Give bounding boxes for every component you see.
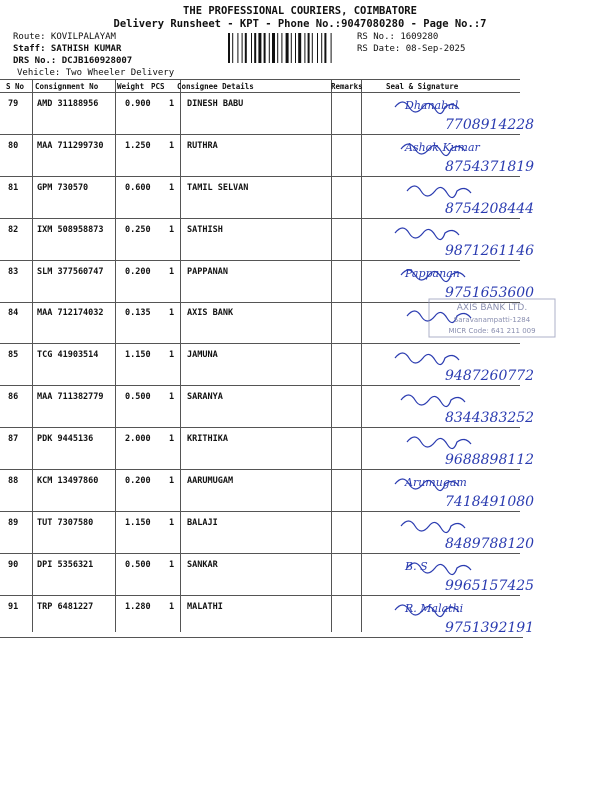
table-row — [0, 554, 600, 596]
row-weight: 0.500 — [125, 392, 151, 402]
row-weight: 0.200 — [125, 267, 151, 277]
row-weight: 0.500 — [125, 560, 151, 570]
row-consignment-no: MAA 711382779 — [37, 392, 104, 402]
signature-phone: 8489788120 — [445, 536, 535, 552]
table-row — [0, 344, 600, 386]
barcode-bar — [312, 33, 313, 63]
row-sno: 82 — [8, 225, 19, 235]
col-header-consignee: Consignee Details — [177, 82, 254, 91]
signature-phone: 9688898112 — [445, 452, 535, 468]
signature-name: Ashok Kumar — [405, 141, 480, 154]
table-row — [0, 93, 600, 135]
table-row — [0, 219, 600, 261]
row-pcs: 1 — [169, 225, 175, 235]
signature-phone: 8754208444 — [445, 201, 535, 217]
barcode-bar — [242, 33, 243, 63]
row-sno: 89 — [8, 518, 19, 528]
stamp-line-3: MICR Code: 641 211 009 — [448, 327, 536, 335]
row-pcs: 1 — [169, 434, 175, 444]
row-consignee: AXIS BANK — [187, 308, 234, 318]
barcode-bar — [286, 33, 289, 63]
row-consignee: SANKAR — [187, 560, 218, 570]
signature-phone: 9965157425 — [445, 578, 535, 594]
barcode-bar — [295, 33, 296, 63]
row-sno: 86 — [8, 392, 19, 402]
row-consignment-no: IXM 508958873 — [37, 225, 104, 235]
rs-date: RS Date: 08-Sep-2025 — [357, 44, 466, 54]
row-pcs: 1 — [169, 350, 175, 360]
barcode-bar — [321, 33, 322, 63]
row-pcs: 1 — [169, 476, 175, 486]
row-sno: 83 — [8, 267, 19, 277]
signature-phone: 8754371819 — [445, 159, 535, 175]
route-label: Route: KOVILPALAYAM — [13, 32, 116, 42]
row-weight: 1.150 — [125, 518, 151, 528]
signature-phone: 9487260772 — [445, 368, 535, 384]
row-pcs: 1 — [169, 392, 175, 402]
row-consignee: DINESH BABU — [187, 99, 244, 109]
row-sno: 84 — [8, 308, 19, 318]
row-sno: 81 — [8, 183, 19, 193]
table-row — [0, 596, 600, 638]
row-consignee: SATHISH — [187, 225, 223, 235]
col-header-remarks: Remarks — [331, 82, 363, 91]
row-sno: 85 — [8, 350, 19, 360]
barcode-bar — [331, 33, 332, 63]
row-consignment-no: MAA 711299730 — [37, 141, 104, 151]
row-consignment-no: TUT 7307580 — [37, 518, 94, 528]
signature-name: Pappanan — [405, 267, 460, 280]
barcode-bar — [269, 33, 270, 63]
row-consignee: TAMIL SELVAN — [187, 183, 249, 193]
table-row — [0, 177, 600, 219]
row-consignee: SARANYA — [187, 392, 223, 402]
signature-name: R. Malathi — [405, 602, 464, 615]
signature-scribble — [395, 228, 459, 240]
row-weight: 0.600 — [125, 183, 151, 193]
row-sno: 80 — [8, 141, 19, 151]
staff-label: Staff: SATHISH KUMAR — [13, 44, 122, 54]
signature-phone: 7418491080 — [445, 494, 535, 510]
barcode-bar — [281, 33, 282, 63]
barcode-bar — [317, 33, 318, 63]
row-sno: 88 — [8, 476, 19, 486]
row-consignee: AARUMUGAM — [187, 476, 234, 486]
row-weight: 0.200 — [125, 476, 151, 486]
table-row — [0, 261, 600, 303]
row-divider — [0, 637, 523, 638]
barcode-bar — [264, 33, 266, 63]
barcode-bar — [291, 33, 292, 63]
row-pcs: 1 — [169, 560, 175, 570]
row-sno: 90 — [8, 560, 19, 570]
row-weight: 1.250 — [125, 141, 151, 151]
row-pcs: 1 — [169, 518, 175, 528]
row-weight: 1.150 — [125, 350, 151, 360]
signature-phone: 9871261146 — [445, 243, 535, 259]
barcode-bar — [237, 33, 238, 63]
table-row — [0, 386, 600, 428]
row-consignment-no: PDK 9445136 — [37, 434, 94, 444]
signature-scribble — [407, 186, 471, 198]
rs-number: RS No.: 1609280 — [357, 32, 439, 42]
vehicle-label: Vehicle: Two Wheeler Delivery — [17, 68, 175, 78]
row-weight: 1.280 — [125, 602, 151, 612]
table-top-rule — [0, 79, 520, 80]
row-pcs: 1 — [169, 308, 175, 318]
barcode-bar — [228, 33, 230, 63]
barcode-bar — [258, 33, 261, 63]
signature-phone: 8344383252 — [445, 410, 535, 426]
signature-scribble — [395, 353, 459, 365]
row-sno: 87 — [8, 434, 19, 444]
col-header-sno: S No — [6, 82, 25, 91]
barcode-bar — [308, 33, 310, 63]
table-row — [0, 512, 600, 554]
signature-scribble — [401, 395, 465, 407]
barcode-bar — [272, 33, 275, 63]
row-consignee: RUTHRA — [187, 141, 218, 151]
row-weight: 2.000 — [125, 434, 151, 444]
row-consignment-no: GPM 730570 — [37, 183, 89, 193]
barcode-bar — [324, 33, 326, 63]
row-consignee: PAPPANAN — [187, 267, 228, 277]
barcode — [228, 33, 353, 63]
signature-scribble — [401, 521, 465, 533]
table-row — [0, 135, 600, 177]
table-row — [0, 470, 600, 512]
row-pcs: 1 — [169, 602, 175, 612]
barcode-bar — [277, 33, 278, 63]
row-pcs: 1 — [169, 183, 175, 193]
col-header-weight: Weight — [117, 82, 145, 91]
row-sno: 91 — [8, 602, 19, 612]
col-header-pcs: PCS — [151, 82, 165, 91]
barcode-bar — [304, 33, 305, 63]
row-pcs: 1 — [169, 141, 175, 151]
row-consignment-no: TCG 41903514 — [37, 350, 99, 360]
row-consignment-no: TRP 6481227 — [37, 602, 94, 612]
signature-phone: 7708914228 — [445, 117, 535, 133]
stamp-line-2: Saravanampatti-1284 — [453, 316, 531, 324]
signature-name: B. S — [405, 560, 428, 573]
signature-name: Dhanabal — [405, 99, 459, 112]
row-weight: 0.135 — [125, 308, 151, 318]
row-consignment-no: DPI 5356321 — [37, 560, 94, 570]
runsheet-subtitle: Delivery Runsheet - KPT - Phone No.:9047080280 - Page No.:7 — [113, 18, 487, 30]
company-title: THE PROFESSIONAL COURIERS, COIMBATORE — [183, 5, 417, 17]
row-consignee: JAMUNA — [187, 350, 218, 360]
barcode-bar — [254, 33, 256, 63]
table-row — [0, 428, 600, 470]
row-consignee: BALAJI — [187, 518, 218, 528]
drs-label: DRS No.: DCJB160928007 — [13, 56, 133, 66]
row-consignment-no: SLM 377560747 — [37, 267, 104, 277]
row-pcs: 1 — [169, 99, 175, 109]
col-header-consignment: Consignment No — [35, 82, 99, 91]
col-header-seal: Seal & Signature — [386, 82, 459, 91]
row-weight: 0.900 — [125, 99, 151, 109]
barcode-bar — [245, 33, 247, 63]
signature-name: Arumugam — [405, 476, 467, 489]
row-consignment-no: MAA 712174032 — [37, 308, 104, 318]
bank-seal-stamp — [428, 298, 556, 338]
signature-scribble — [407, 437, 471, 449]
row-weight: 0.250 — [125, 225, 151, 235]
barcode-bar — [232, 33, 233, 63]
barcode-bar — [298, 33, 301, 63]
row-consignment-no: AMD 31188956 — [37, 99, 99, 109]
row-consignment-no: KCM 13497860 — [37, 476, 99, 486]
signature-phone: 9751653600 — [445, 285, 535, 301]
stamp-line-1: AXIS BANK LTD. — [456, 303, 528, 313]
row-pcs: 1 — [169, 267, 175, 277]
barcode-bar — [251, 33, 252, 63]
row-sno: 79 — [8, 99, 19, 109]
signature-phone: 9751392191 — [445, 620, 535, 636]
row-consignee: KRITHIKA — [187, 434, 228, 444]
row-consignee: MALATHI — [187, 602, 223, 612]
